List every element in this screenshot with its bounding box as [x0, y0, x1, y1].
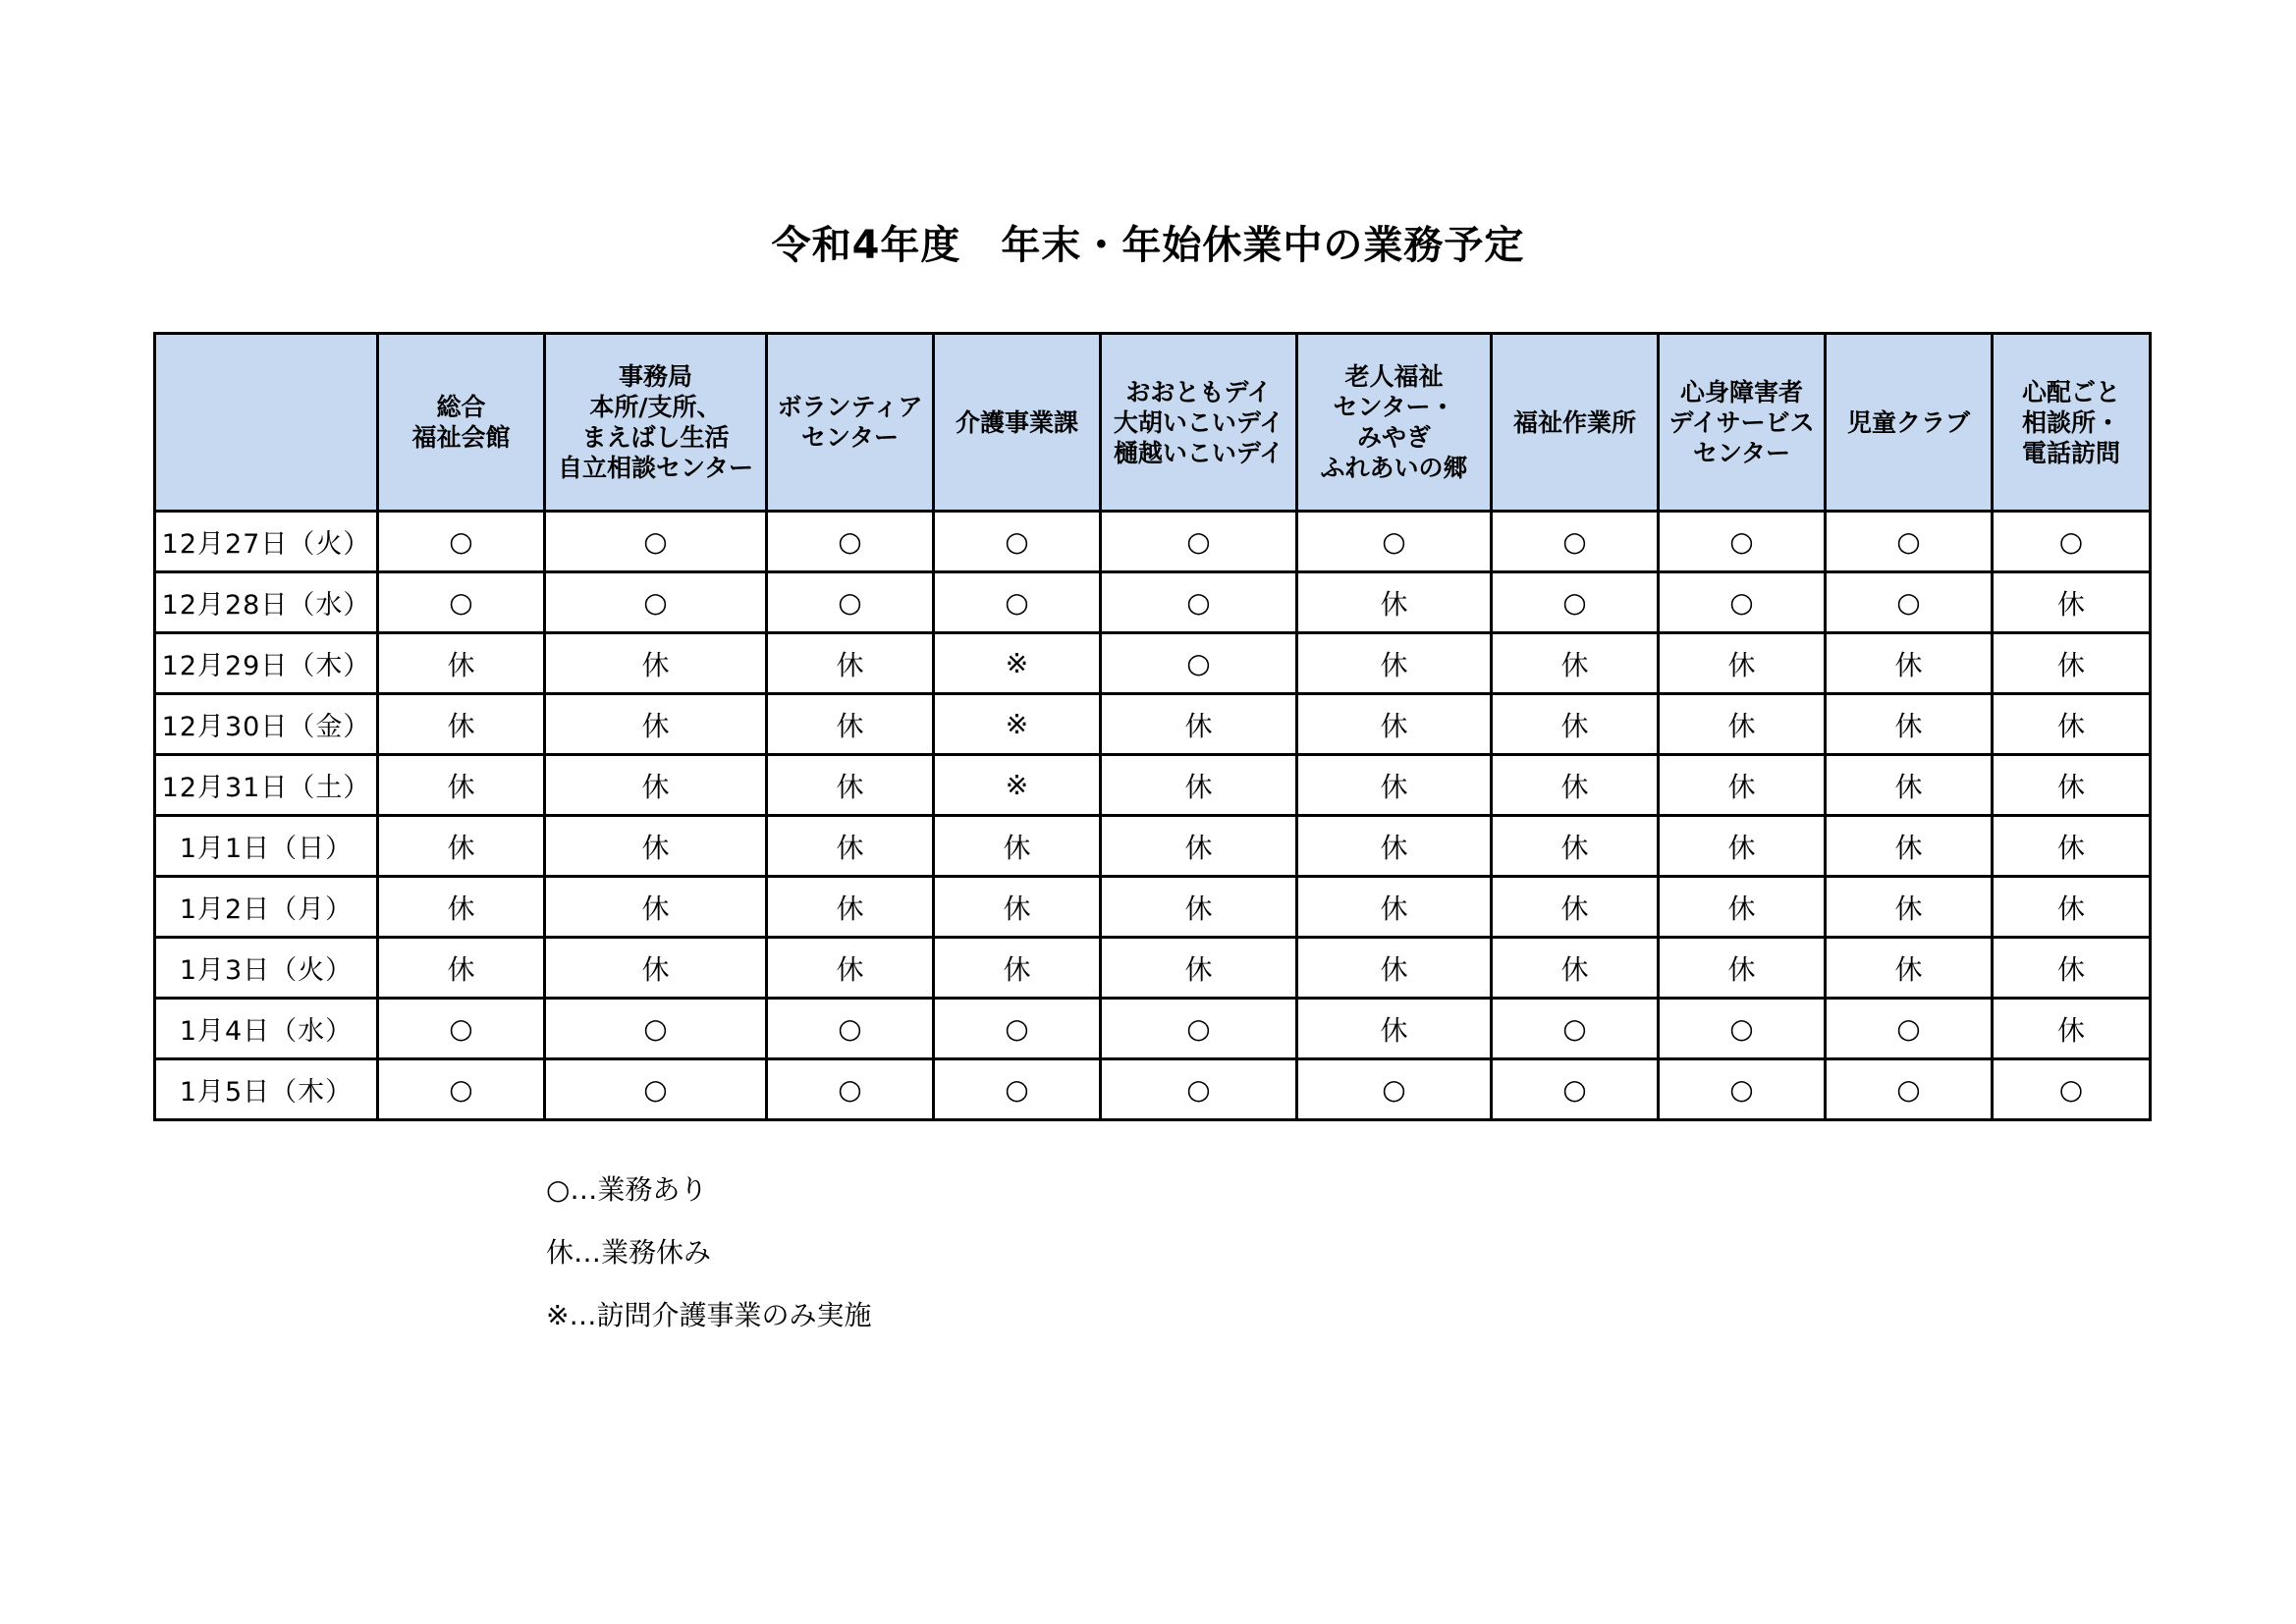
header-label-line: 樋越いこいデイ — [1113, 438, 1285, 467]
status-cell: 休 — [1297, 877, 1492, 938]
status-cell: 休 — [1659, 877, 1826, 938]
header-label — [379, 392, 543, 453]
status-cell: 休 — [1826, 694, 1993, 755]
header-label-line: 総合 — [436, 393, 486, 421]
status-cell: ○ — [545, 512, 767, 572]
status-cell: 休 — [1659, 633, 1826, 694]
status-cell: 休 — [1297, 938, 1492, 999]
date-cell: 12月30日（金） — [155, 694, 378, 755]
header-label-line: センター — [800, 423, 899, 452]
date-cell: 12月29日（木） — [155, 633, 378, 694]
header-label — [1298, 361, 1490, 483]
date-cell: 1月1日（日） — [155, 816, 378, 877]
header-cell-date — [155, 334, 378, 512]
status-cell: ○ — [1101, 999, 1297, 1059]
table-row — [155, 938, 2151, 999]
table-header — [155, 334, 2151, 512]
date-cell: 12月27日（火） — [155, 512, 378, 572]
status-cell: ○ — [934, 572, 1101, 633]
status-cell: ※ — [934, 694, 1101, 755]
status-cell: ○ — [545, 1059, 767, 1120]
status-cell: ○ — [1492, 1059, 1659, 1120]
status-cell: 休 — [1297, 816, 1492, 877]
status-cell: ○ — [378, 1059, 545, 1120]
status-cell: 休 — [1297, 755, 1492, 816]
header-label-line: みやぎ — [1356, 423, 1431, 452]
header-label — [935, 407, 1099, 438]
status-cell: 休 — [1492, 755, 1659, 816]
status-cell: 休 — [1101, 694, 1297, 755]
status-cell: 休 — [545, 877, 767, 938]
status-cell: 休 — [1826, 877, 1993, 938]
header-label-line: 児童クラブ — [1846, 407, 1970, 437]
status-cell: ○ — [1993, 512, 2151, 572]
header-cell-facility — [545, 334, 767, 512]
header-cell-facility — [934, 334, 1101, 512]
status-cell: ○ — [1101, 633, 1297, 694]
status-cell: ○ — [1101, 572, 1297, 633]
status-cell: ○ — [767, 1059, 934, 1120]
legend-item-available: ○…業務あり — [546, 1173, 708, 1206]
date-cell: 12月28日（水） — [155, 572, 378, 633]
status-cell: 休 — [378, 877, 545, 938]
header-label-line: 福祉作業所 — [1512, 407, 1636, 437]
status-cell: 休 — [1826, 633, 1993, 694]
table-row — [155, 999, 2151, 1059]
header-cell-facility — [1993, 334, 2151, 512]
status-cell: ○ — [1101, 1059, 1297, 1120]
table-body — [155, 512, 2151, 1120]
status-cell: 休 — [378, 633, 545, 694]
status-cell: ○ — [1826, 999, 1993, 1059]
status-cell: ○ — [1826, 512, 1993, 572]
table-row — [155, 1059, 2151, 1120]
status-cell: 休 — [1101, 816, 1297, 877]
status-cell: 休 — [545, 633, 767, 694]
status-cell: 休 — [1492, 877, 1659, 938]
status-cell: ○ — [1826, 572, 1993, 633]
header-cell-facility — [1659, 334, 1826, 512]
status-cell: 休 — [1826, 755, 1993, 816]
header-label — [1102, 377, 1295, 468]
header-label-line: おおともデイ — [1125, 377, 1272, 406]
status-cell: 休 — [1993, 572, 2151, 633]
status-cell: 休 — [1659, 755, 1826, 816]
header-label-line: 自立相談センター — [557, 454, 753, 482]
status-cell: ○ — [545, 999, 767, 1059]
status-cell: 休 — [767, 694, 934, 755]
header-label-line: 本所/支所、 — [589, 393, 722, 421]
status-cell: ○ — [767, 572, 934, 633]
header-label-line: 事務局 — [618, 362, 692, 391]
status-cell: 休 — [545, 938, 767, 999]
status-cell: ○ — [1492, 572, 1659, 633]
header-label — [546, 361, 765, 483]
status-cell: ○ — [545, 572, 767, 633]
status-cell: ※ — [934, 633, 1101, 694]
header-row — [155, 334, 2151, 512]
status-cell: 休 — [378, 694, 545, 755]
date-cell: 12月31日（土） — [155, 755, 378, 816]
header-label — [1493, 407, 1657, 438]
table-row — [155, 572, 2151, 633]
status-cell: ○ — [378, 999, 545, 1059]
status-cell: 休 — [1993, 816, 2151, 877]
status-cell: 休 — [1993, 999, 2151, 1059]
status-cell: ○ — [1101, 512, 1297, 572]
status-cell: ○ — [378, 572, 545, 633]
status-cell: ○ — [1659, 999, 1826, 1059]
table-row — [155, 633, 2151, 694]
status-cell: 休 — [934, 938, 1101, 999]
header-label — [768, 392, 932, 453]
status-cell: 休 — [934, 816, 1101, 877]
header-label-line: 心身障害者 — [1679, 377, 1803, 406]
status-cell: 休 — [934, 877, 1101, 938]
date-cell: 1月2日（月） — [155, 877, 378, 938]
status-cell: 休 — [378, 755, 545, 816]
status-cell: ○ — [934, 512, 1101, 572]
header-label-line: 心配ごと — [2021, 377, 2120, 406]
date-cell: 1月5日（木） — [155, 1059, 378, 1120]
header-label — [1827, 407, 1991, 438]
schedule-table — [153, 332, 2152, 1121]
status-cell: 休 — [1659, 938, 1826, 999]
header-label — [1660, 377, 1824, 468]
header-label-line: ふれあいの郷 — [1320, 454, 1468, 482]
status-cell: 休 — [1297, 999, 1492, 1059]
status-cell: 休 — [1492, 694, 1659, 755]
header-label-line: 介護事業課 — [955, 407, 1078, 437]
legend-item-home-care-only: ※…訪問介護事業のみ実施 — [546, 1299, 872, 1331]
status-cell: 休 — [767, 633, 934, 694]
header-cell-facility — [767, 334, 934, 512]
table-row — [155, 755, 2151, 816]
header-label-line: 相談所・ — [2021, 407, 2120, 437]
status-cell: ○ — [1659, 512, 1826, 572]
table-row — [155, 694, 2151, 755]
status-cell: 休 — [1993, 877, 2151, 938]
status-cell: 休 — [378, 938, 545, 999]
header-label-line: 福祉会館 — [411, 423, 511, 452]
status-cell: ○ — [767, 999, 934, 1059]
status-cell: 休 — [1101, 755, 1297, 816]
status-cell: 休 — [1297, 633, 1492, 694]
header-label-line: 電話訪問 — [2021, 438, 2120, 467]
header-label-line: まえばし生活 — [581, 423, 730, 452]
header-cell-facility — [1826, 334, 1993, 512]
status-cell: ○ — [767, 512, 934, 572]
status-cell: ○ — [1297, 1059, 1492, 1120]
page-title: 令和4年度 年末・年始休業中の業務予定 — [771, 223, 1525, 268]
table-row — [155, 816, 2151, 877]
status-cell: ○ — [378, 512, 545, 572]
table-row — [155, 877, 2151, 938]
date-cell: 1月4日（水） — [155, 999, 378, 1059]
status-cell: 休 — [545, 816, 767, 877]
header-cell-facility — [1492, 334, 1659, 512]
status-cell: 休 — [1492, 633, 1659, 694]
status-cell: 休 — [545, 694, 767, 755]
legend — [546, 1170, 871, 1359]
status-cell: 休 — [378, 816, 545, 877]
status-cell: 休 — [1659, 816, 1826, 877]
header-cell-facility — [378, 334, 545, 512]
status-cell: ○ — [1492, 999, 1659, 1059]
status-cell: 休 — [1826, 938, 1993, 999]
status-cell: ○ — [1659, 572, 1826, 633]
status-cell: 休 — [767, 938, 934, 999]
status-cell: 休 — [1101, 938, 1297, 999]
header-cell-facility — [1101, 334, 1297, 512]
status-cell: 休 — [1492, 938, 1659, 999]
status-cell: 休 — [1492, 816, 1659, 877]
header-label — [1994, 377, 2149, 468]
header-label-line: 老人福祉 — [1344, 362, 1444, 391]
status-cell: 休 — [1993, 938, 2151, 999]
date-cell: 1月3日（火） — [155, 938, 378, 999]
status-cell: ○ — [1826, 1059, 1993, 1120]
legend-item-closed: 休…業務休み — [546, 1236, 712, 1269]
status-cell: ○ — [1492, 512, 1659, 572]
status-cell: 休 — [545, 755, 767, 816]
status-cell: 休 — [767, 877, 934, 938]
header-label-line: 大胡いこいデイ — [1113, 407, 1285, 437]
status-cell: ○ — [934, 1059, 1101, 1120]
status-cell: ※ — [934, 755, 1101, 816]
status-cell: 休 — [1993, 633, 2151, 694]
header-label-line: センター・ — [1333, 393, 1455, 421]
status-cell: ○ — [1297, 512, 1492, 572]
status-cell: 休 — [1297, 572, 1492, 633]
header-label-line: デイサービス — [1668, 407, 1815, 437]
status-cell: 休 — [1826, 816, 1993, 877]
status-cell: 休 — [1993, 694, 2151, 755]
status-cell: 休 — [767, 755, 934, 816]
status-cell: ○ — [1993, 1059, 2151, 1120]
header-label-line: センター — [1692, 438, 1790, 467]
header-label-line: ボランティア — [777, 393, 923, 421]
status-cell: 休 — [1993, 755, 2151, 816]
table-row — [155, 512, 2151, 572]
status-cell: 休 — [1101, 877, 1297, 938]
header-cell-facility — [1297, 334, 1492, 512]
status-cell: ○ — [1659, 1059, 1826, 1120]
status-cell: 休 — [1297, 694, 1492, 755]
status-cell: 休 — [1659, 694, 1826, 755]
status-cell: 休 — [767, 816, 934, 877]
status-cell: ○ — [934, 999, 1101, 1059]
